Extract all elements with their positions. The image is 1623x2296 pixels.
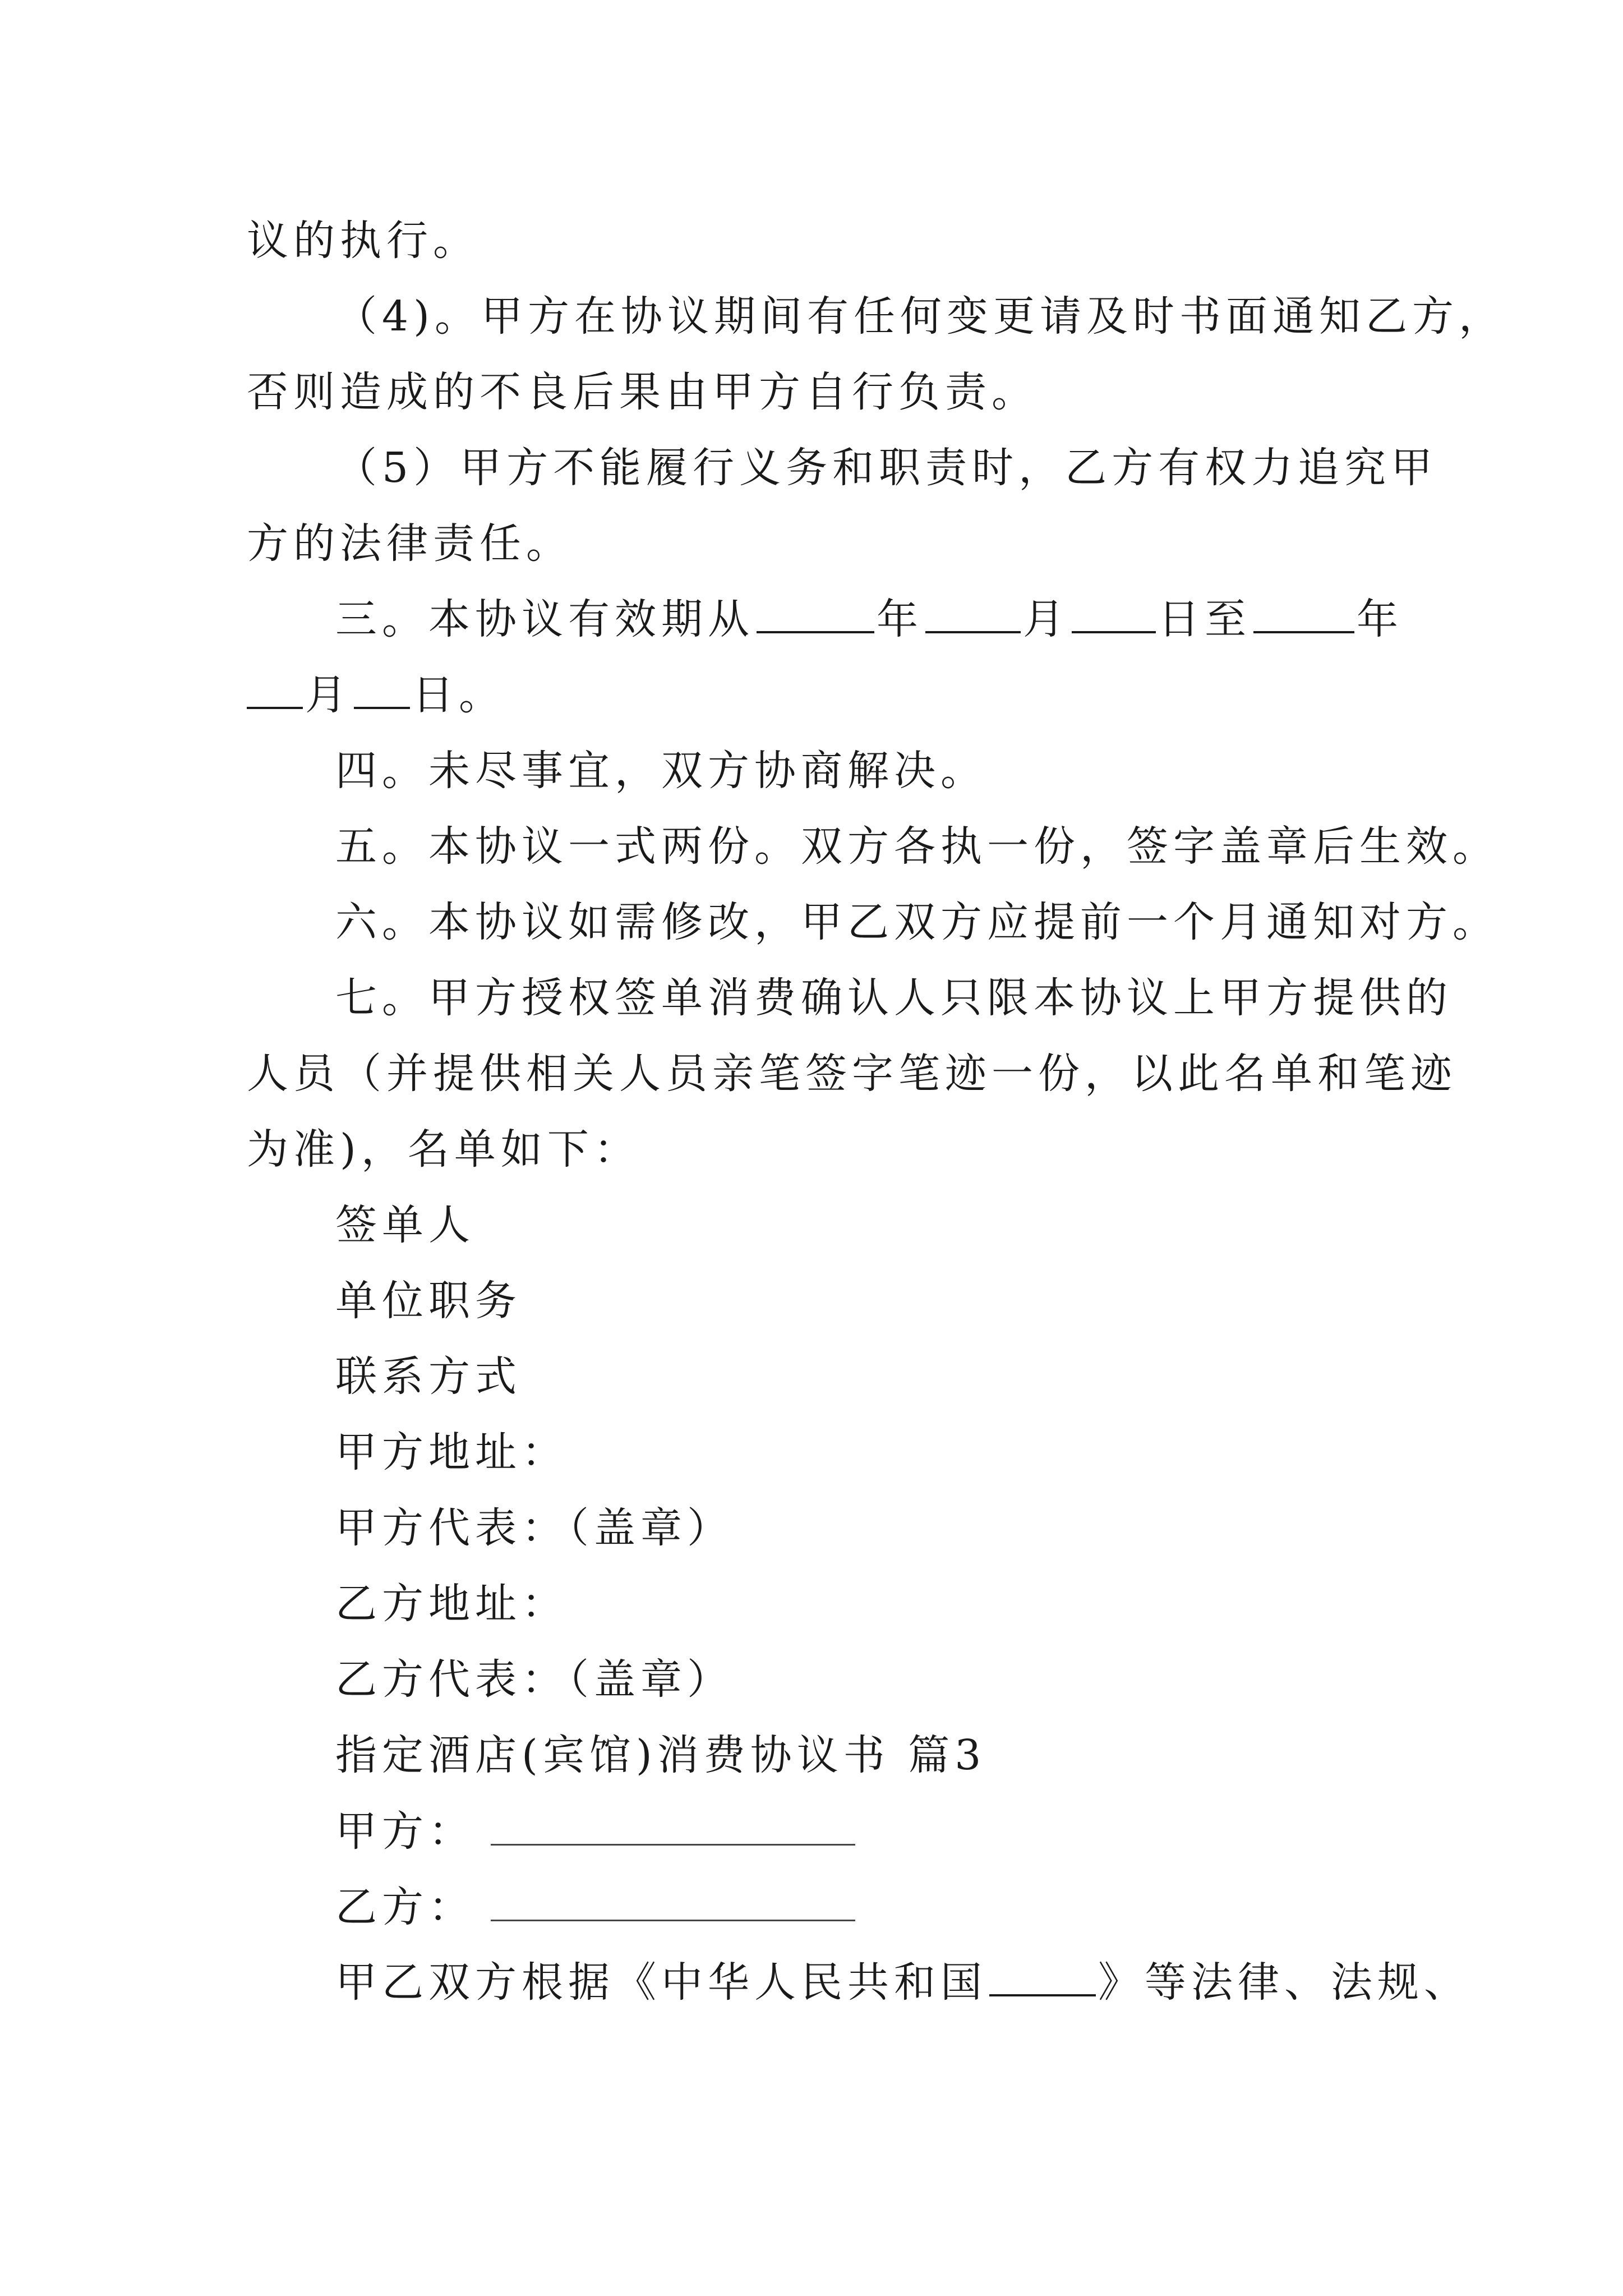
paragraph-line: 议的执行。	[247, 217, 479, 265]
blank-line	[989, 1962, 1096, 1996]
law-reference-text: 》等法律、法规、	[1098, 1958, 1470, 2007]
paragraph-line: （4)。甲方在协议期间有任何变更请及时书面通知乙方，	[335, 292, 1505, 341]
blank-line	[925, 599, 1021, 633]
paragraph-line: （5）甲方不能履行义务和职责时，乙方有权力追究甲	[335, 444, 1438, 492]
validity-period-line-2	[247, 671, 505, 719]
law-reference-text: 甲乙双方根据《中华人民共和国	[335, 1958, 987, 2007]
validity-period-line	[335, 595, 1403, 643]
paragraph-line: 为准)，名单如下：	[247, 1125, 640, 1174]
signature-blank	[491, 1886, 855, 1921]
paragraph-line: 方的法律责任。	[247, 519, 573, 568]
paragraph-line: 七。甲方授权签单消费确认人只限本协议上甲方提供的	[335, 974, 1453, 1022]
day-label: 日。	[412, 671, 505, 719]
party-b-line	[335, 1883, 855, 1931]
signature-blank	[491, 1810, 855, 1846]
paragraph-line: 六。本协议如需修改，甲乙双方应提前一个月通知对方。	[335, 898, 1499, 946]
party-a-line	[335, 1807, 855, 1856]
blank-line	[1072, 599, 1156, 633]
position-field: 单位职务	[335, 1277, 522, 1325]
party-a-representative: 甲方代表：（盖章）	[335, 1504, 734, 1552]
party-a-address: 甲方地址：	[335, 1428, 568, 1476]
party-b-label: 乙方：	[335, 1883, 475, 1931]
blank-line	[247, 674, 303, 709]
contact-field: 联系方式	[335, 1352, 522, 1401]
paragraph-line: 否则造成的不良后果由甲方自行负责。	[247, 368, 1038, 416]
paragraph-line: 四。未尽事宜，双方协商解决。	[335, 747, 987, 795]
year-label: 年	[1357, 595, 1403, 643]
validity-label: 三。本协议有效期从	[335, 595, 754, 643]
blank-line	[1253, 599, 1354, 633]
party-b-representative: 乙方代表：（盖章）	[335, 1655, 734, 1704]
month-label: 月	[1023, 595, 1069, 643]
day-to-label: 日至	[1158, 595, 1251, 643]
section-heading: 指定酒店(宾馆)消费协议书 篇3	[335, 1731, 986, 1779]
party-b-address: 乙方地址：	[335, 1580, 568, 1628]
party-a-label: 甲方：	[335, 1807, 475, 1856]
signer-field: 签单人	[335, 1201, 475, 1249]
month-label: 月	[305, 671, 352, 719]
paragraph-line	[335, 1958, 1470, 2007]
year-label: 年	[877, 595, 923, 643]
blank-line	[354, 674, 410, 709]
paragraph-line: 人员（并提供相关人员亲笔签字笔迹一份，以此名单和笔迹	[247, 1050, 1457, 1098]
blank-line	[757, 599, 874, 633]
paragraph-line: 五。本协议一式两份。双方各执一份，签字盖章后生效。	[335, 822, 1499, 871]
